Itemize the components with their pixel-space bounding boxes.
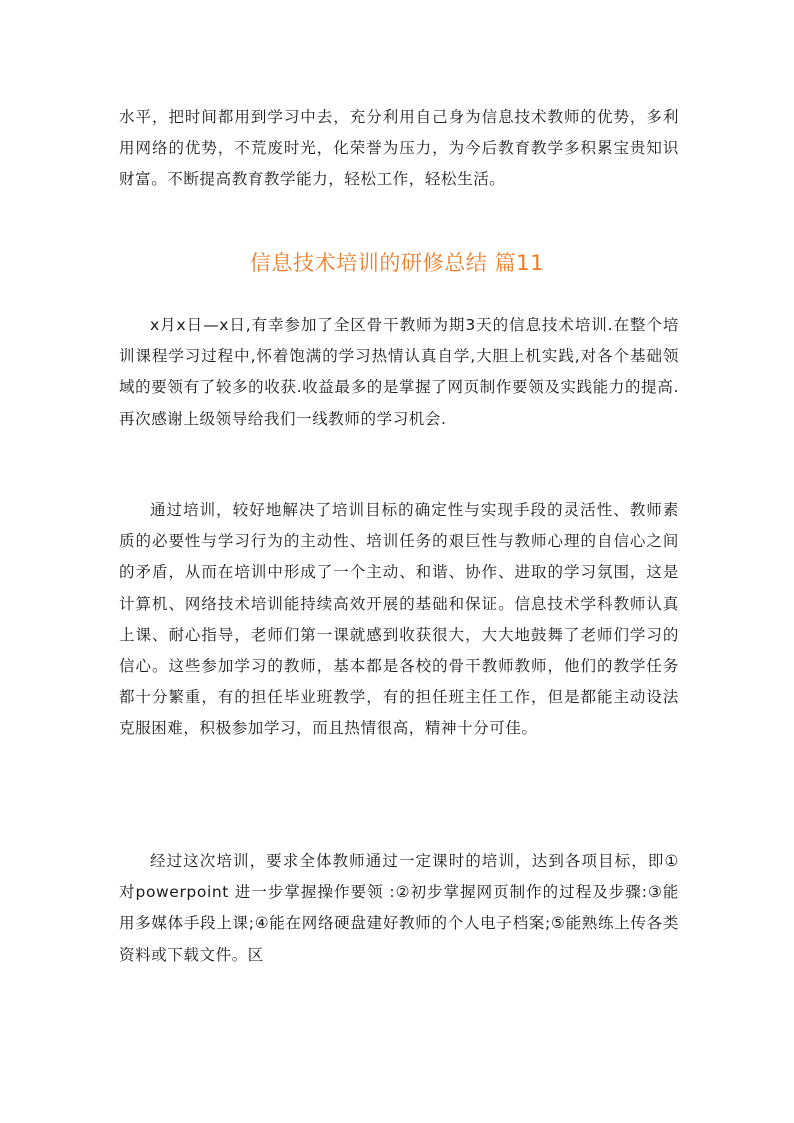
paragraph-2-block <box>119 495 679 745</box>
paragraph-3: 经过这次培训，要求全体教师通过一定课时的培训，达到各项目标，即①对powerpoint 进一步掌握操作要领 :②初步掌握网页制作的过程及步骤:③能用多媒体手段上课;④能在网络硬盘建好教师的个人电子档案;⑤能熟练上传各类资料或下载文件。区 <box>119 852 679 964</box>
paragraph-3-block <box>119 846 679 971</box>
continuation-block <box>119 102 679 196</box>
paragraph-1-block <box>119 310 679 435</box>
paragraph-2: 通过培训，较好地解决了培训目标的确定性与实现手段的灵活性、教师素质的必要性与学习行为的主动性、培训任务的艰巨性与教师心理的自信心之间的矛盾，从而在培训中形成了一个主动、和谐、协作、进取的学习氛围，这是计算机、网络技术培训能持续高效开展的基础和保证。信息技术学科教师认真上课、耐心指导，老师们第一课就感到收获很大，大大地鼓舞了老师们学习的信心。这些参加学习的教师，基本都是各校的骨干教师教师，他们的教学任务都十分繁重，有的担任毕业班教学，有的担任班主任工作，但是都能主动设法克服困难，积极参加学习，而且热情很高，精神十分可佳。 <box>119 501 679 738</box>
section-heading: 信息技术培训的研修总结 篇11 <box>249 251 545 275</box>
continuation-paragraph: 水平，把时间都用到学习中去，充分利用自己身为信息技术教师的优势，多利用网络的优势，不荒废时光，化荣誉为压力，为今后教育教学多积累宝贵知识财富。不断提高教育教学能力，轻松工作，轻松生活。 <box>119 108 679 189</box>
paragraph-1: x月x日—x日,有幸参加了全区骨干教师为期3天的信息技术培训.在整个培训课程学习过程中,怀着饱满的学习热情认真自学,大胆上机实践,对各个基础领域的要领有了较多的收获.收益最多的是掌握了网页制作要领及实践能力的提高.再次感谢上级领导给我们一线教师的学习机会. <box>119 316 679 428</box>
